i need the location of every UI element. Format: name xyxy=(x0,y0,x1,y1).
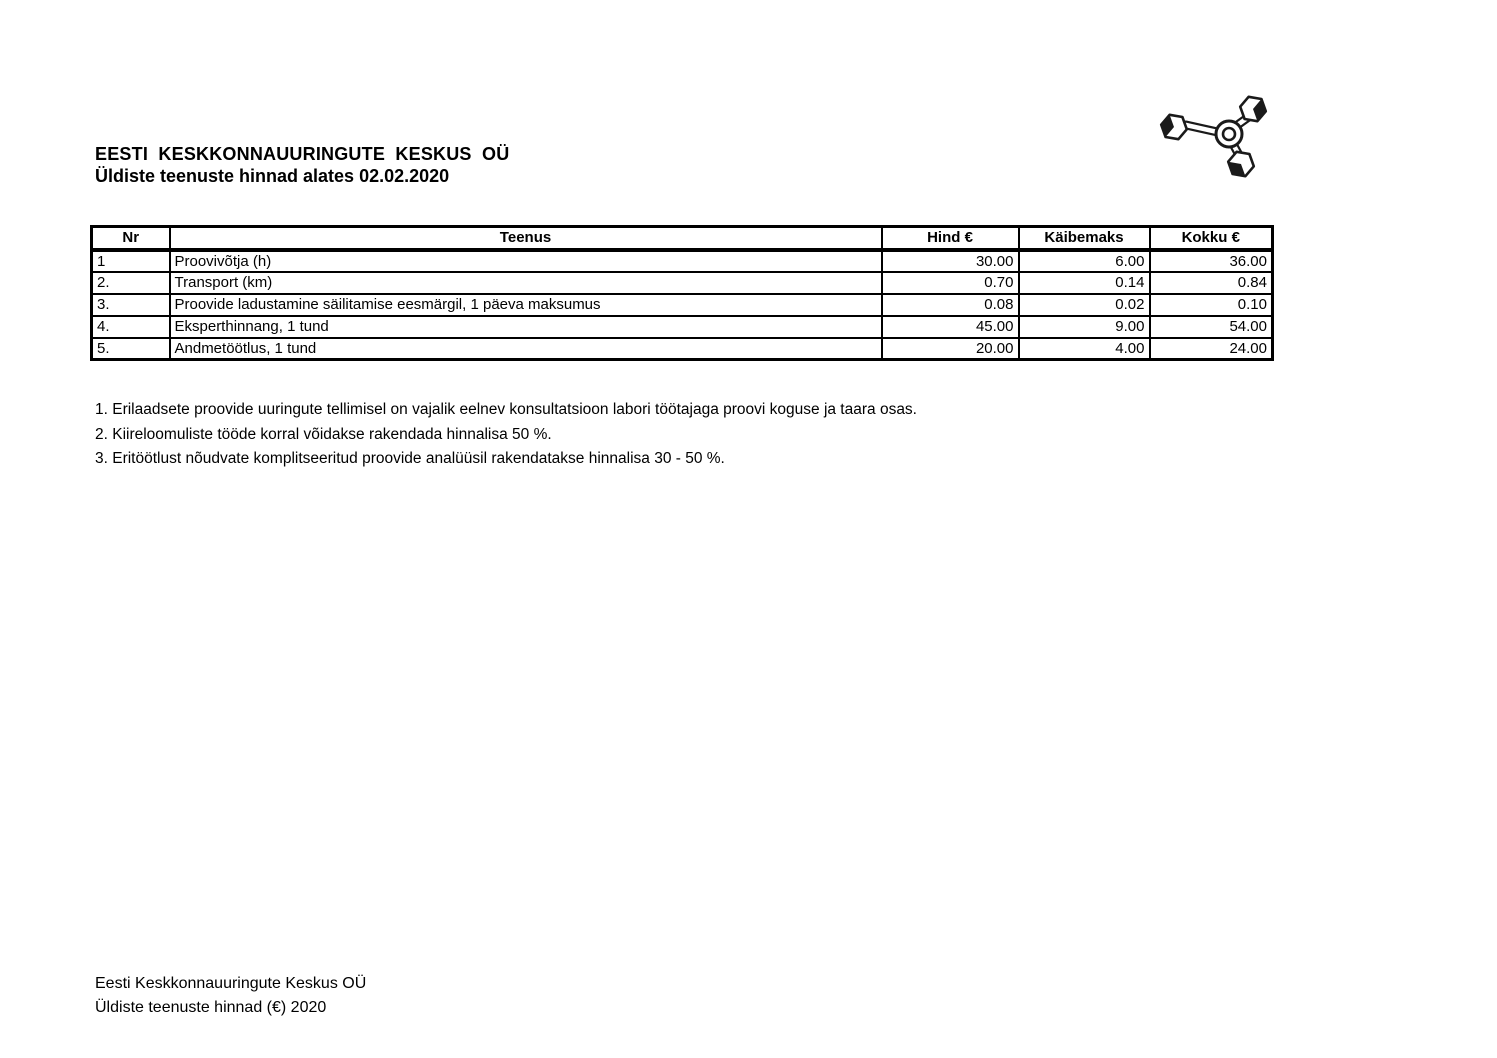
hexagon-bottom xyxy=(1228,152,1254,176)
company-name: EESTI KESKKONNAUURINGUTE KESKUS OÜ xyxy=(95,144,510,164)
molecule-logo-icon xyxy=(1152,92,1287,197)
document-subtitle: Üldiste teenuste hinnad alates 02.02.2020 xyxy=(95,166,450,186)
row-hind: 0.08 xyxy=(882,294,1019,316)
row-teenus: Andmetöötlus, 1 tund xyxy=(170,338,882,360)
row-kaibemaks: 0.14 xyxy=(1019,272,1150,294)
col-header-teenus: Teenus xyxy=(170,227,882,250)
row-hind: 0.70 xyxy=(882,272,1019,294)
footer-company-name: Eesti Keskkonnauuringute Keskus OÜ xyxy=(95,975,367,992)
row-teenus: Eksperthinnang, 1 tund xyxy=(170,316,882,338)
table-row xyxy=(92,294,1273,316)
row-kokku: 24.00 xyxy=(1150,338,1273,360)
col-header-hind: Hind € xyxy=(882,227,1019,250)
note-3: 3. Eritöötlust nõudvate komplitseeritud proovide analüüsil rakendatakse hinnalisa 30 - 50 %. xyxy=(95,450,725,467)
row-teenus: Transport (km) xyxy=(170,272,882,294)
row-teenus: Proovivõtja (h) xyxy=(170,250,882,272)
row-nr: 3. xyxy=(92,294,170,316)
row-nr: 5. xyxy=(92,338,170,360)
row-kaibemaks: 4.00 xyxy=(1019,338,1150,360)
col-header-kaibemaks: Käibemaks xyxy=(1019,227,1150,250)
row-nr: 4. xyxy=(92,316,170,338)
row-kaibemaks: 6.00 xyxy=(1019,250,1150,272)
title-block xyxy=(95,143,509,187)
row-kokku: 0.84 xyxy=(1150,272,1273,294)
hexagon-upper-right xyxy=(1240,97,1266,121)
table-header-row xyxy=(92,227,1273,250)
footer-document-title: Üldiste teenuste hinnad (€) 2020 xyxy=(95,999,327,1016)
table-row xyxy=(92,250,1273,272)
row-hind: 20.00 xyxy=(882,338,1019,360)
notes-section xyxy=(95,401,917,475)
hexagon-left xyxy=(1161,115,1187,139)
col-header-nr: Nr xyxy=(92,227,170,250)
row-nr: 2. xyxy=(92,272,170,294)
row-kaibemaks: 0.02 xyxy=(1019,294,1150,316)
note-1: 1. Erilaadsete proovide uuringute tellimisel on vajalik eelnev konsultatsioon labori töötajaga proovi koguse ja taara osas. xyxy=(95,401,917,418)
note-2: 2. Kiireloomuliste tööde korral võidakse rakendada hinnalisa 50 %. xyxy=(95,425,552,443)
row-kokku: 54.00 xyxy=(1150,316,1273,338)
table-row xyxy=(92,272,1273,294)
table-row xyxy=(92,316,1273,338)
row-hind: 30.00 xyxy=(882,250,1019,272)
price-table xyxy=(90,225,1274,361)
footer-block xyxy=(95,972,366,1020)
row-hind: 45.00 xyxy=(882,316,1019,338)
table-row xyxy=(92,338,1273,360)
row-kaibemaks: 9.00 xyxy=(1019,316,1150,338)
row-kokku: 0.10 xyxy=(1150,294,1273,316)
row-teenus: Proovide ladustamine säilitamise eesmärgil, 1 päeva maksumus xyxy=(170,294,882,316)
row-kokku: 36.00 xyxy=(1150,250,1273,272)
row-nr: 1 xyxy=(92,250,170,272)
col-header-kokku: Kokku € xyxy=(1150,227,1273,250)
